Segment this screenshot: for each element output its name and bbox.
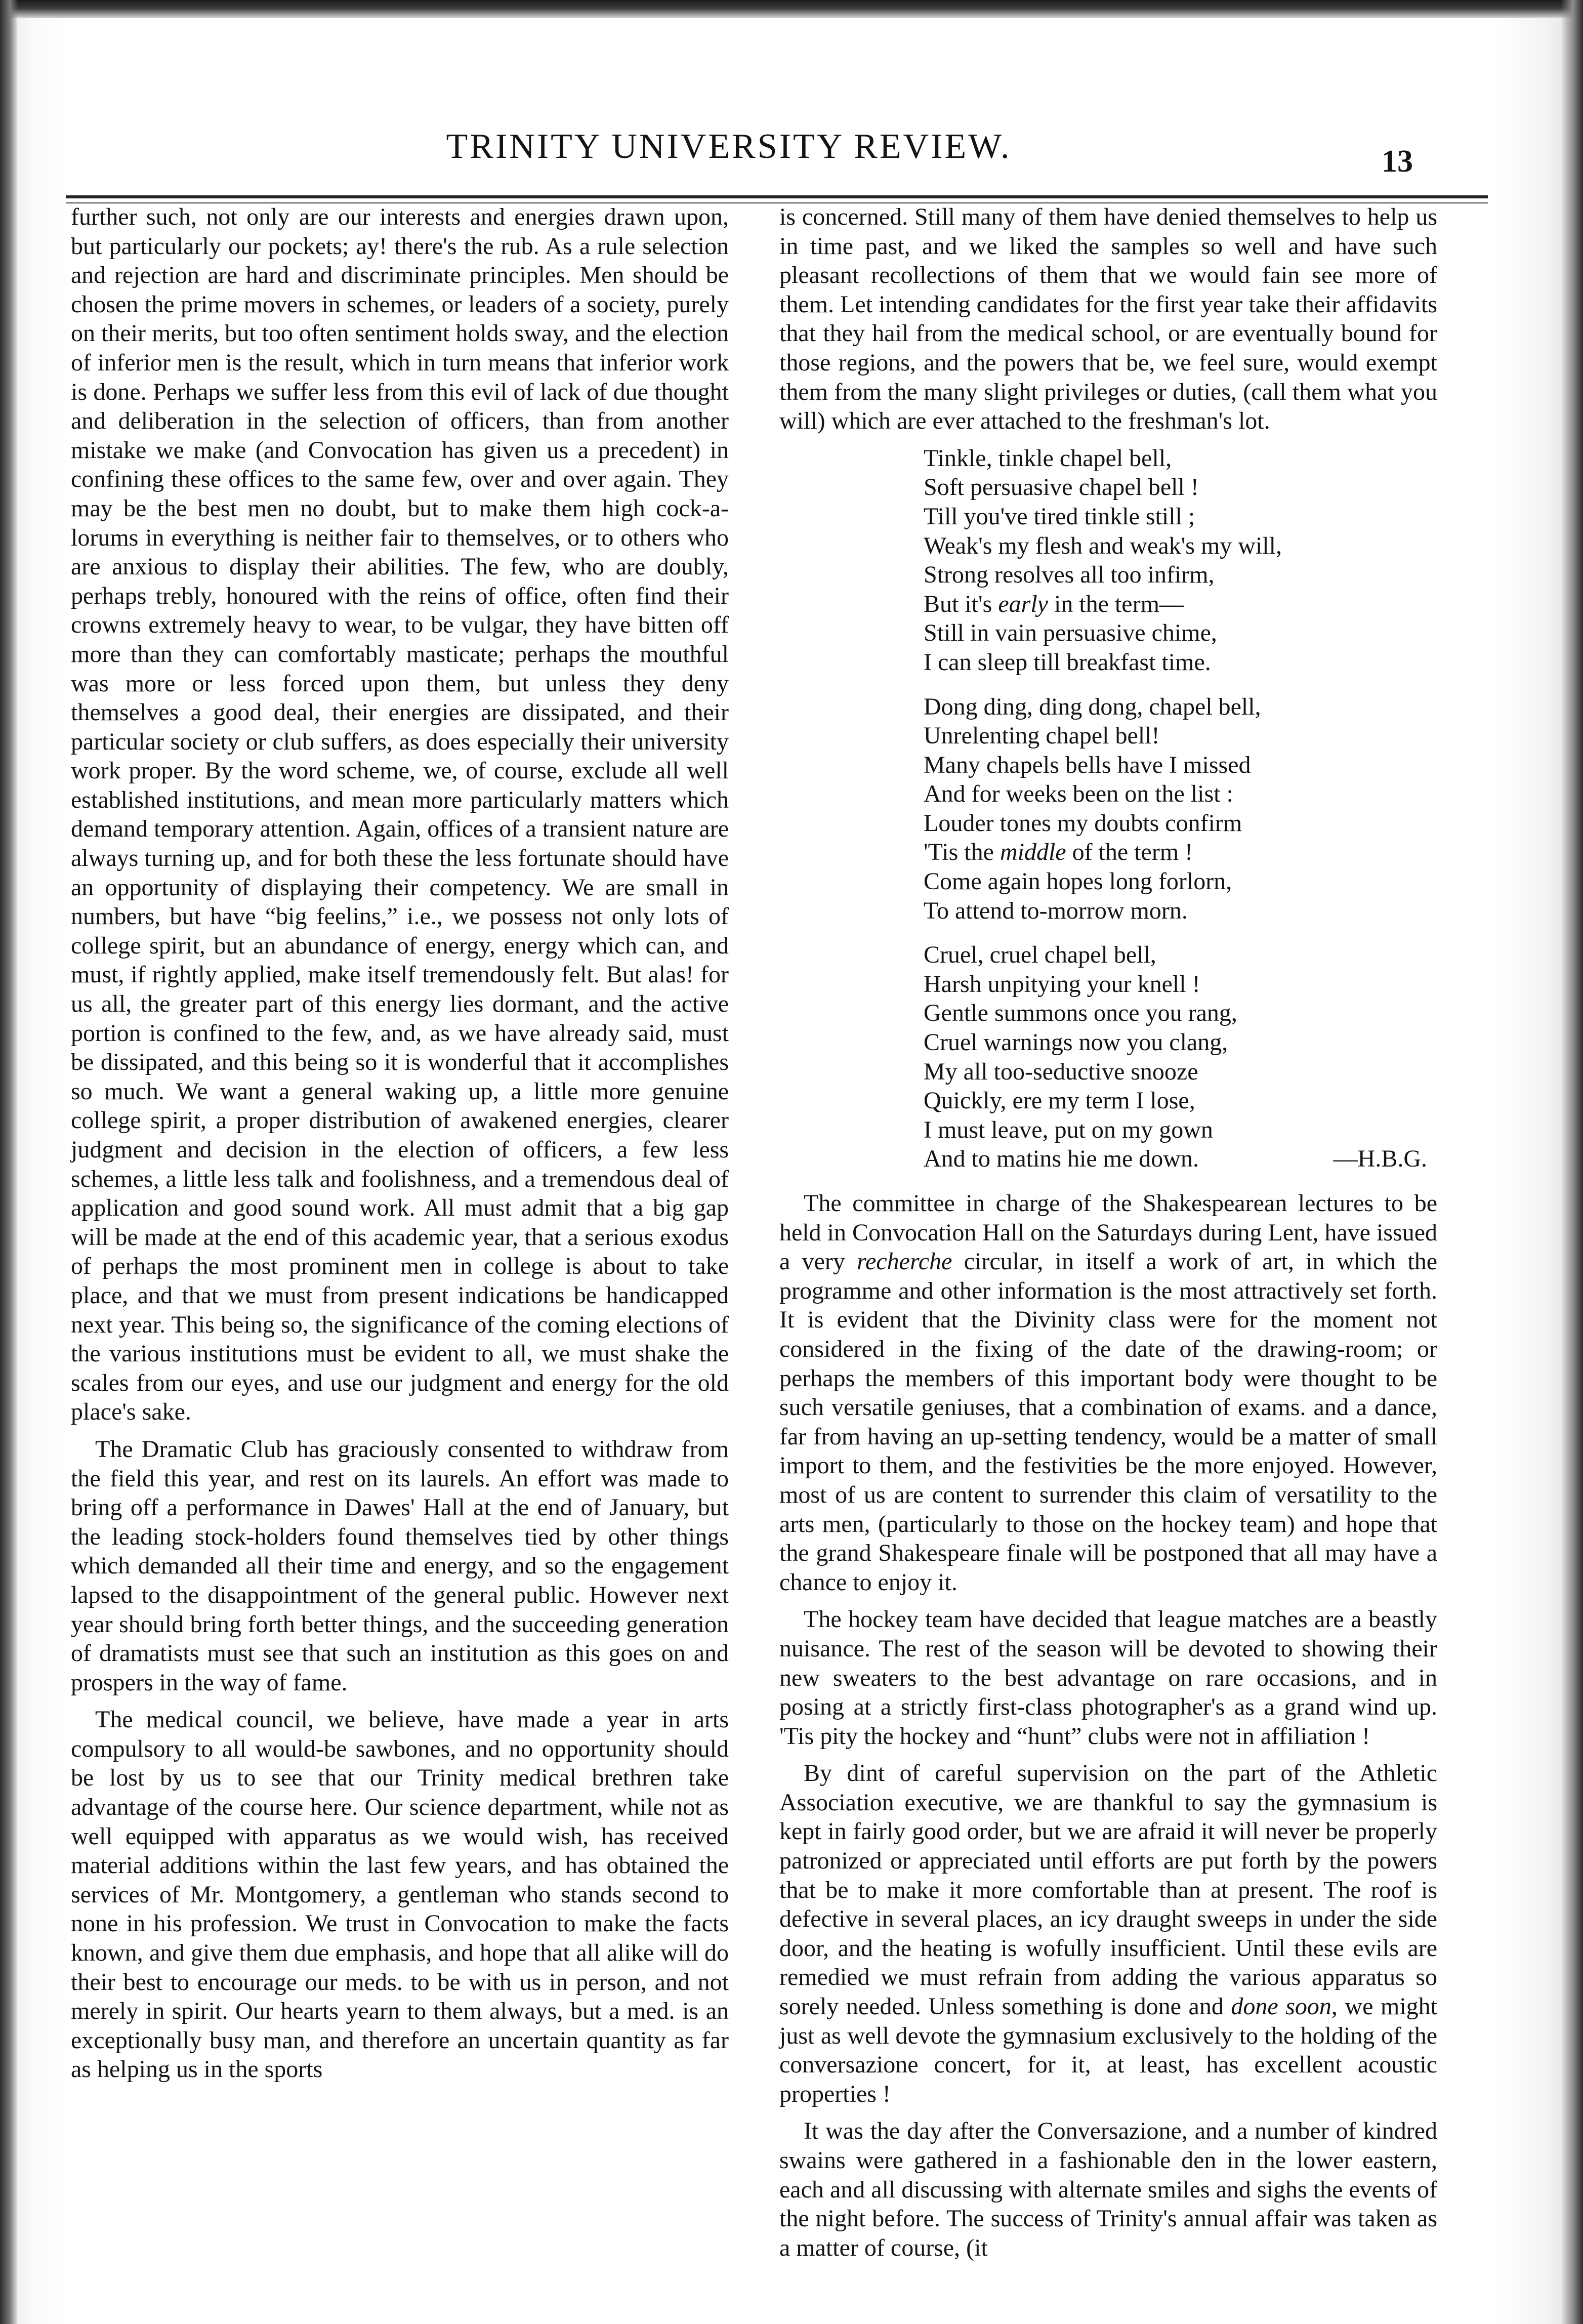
paragraph-text: , we might just as well devote the gymnasium exclusively to the holding of the conversazione concert, for it, at least, has excellent acoustic properties ! <box>779 1993 1438 2107</box>
paragraph-medical-council: The medical council, we believe, have made a year in arts compulsory to all would-be sawbones, and no opportunity should be lost by us to see that our Trinity medical brethren take advantage of the course here. Our science department, while not as well equipped with apparatus as we would wish, has received material additions within the last few years, and has obtained the services of Mr. Montgomery, a gentleman who stands second to none in his profession. We trust in Convocation to make the facts known, and give them due emphasis, and hope that all alike will do their best to encourage our meds. to be with us in person, and not merely in spirit. Our hearts yearn to them always, but a med. is an exceptionally busy man, and therefore an uncertain quantity as far as helping us in the sports <box>71 1706 729 2083</box>
paragraph-medical-continued: is concerned. Still many of them have denied themselves to help us in time past, and we liked the samples so well and have such pleasant recollections of them that we would fain see more of them. Let intending candidates for the first year take their affidavits that they hail from the medical school, or are eventually bound for those regions, and the powers that be, we feel sure, would exempt them from the many slight privileges or duties, (call them what you will) which are ever attached to the freshman's lot. <box>779 203 1437 435</box>
poem-line: Cruel warnings now you clang, <box>924 1029 1228 1056</box>
poem-line: Till you've tired tinkle still ; <box>924 503 1195 530</box>
poem-last-line <box>924 1144 1437 1174</box>
poem-line: Harsh unpitying your knell ! <box>924 970 1200 998</box>
left-column <box>71 202 729 2084</box>
poem-line: Weak's my flesh and weak's my will, <box>924 532 1282 559</box>
paragraph-gymnasium <box>779 1759 1437 2108</box>
page-number: 13 <box>1382 144 1413 179</box>
poem-line: Dong ding, ding dong, chapel bell, <box>924 693 1261 720</box>
scan-edge-right <box>1561 0 1583 2324</box>
poem-line: Louder tones my doubts confirm <box>924 809 1242 837</box>
publication-title: TRINITY UNIVERSITY REVIEW. <box>446 127 1012 166</box>
poem-line <box>924 590 1437 619</box>
poem-line: Tinkle, tinkle chapel bell, <box>924 444 1172 472</box>
paragraph-italic: recherche <box>857 1248 952 1275</box>
poem-line: Come again hopes long forlorn, <box>924 868 1232 895</box>
poem-text: of the term ! <box>1066 839 1193 866</box>
masthead <box>0 127 1583 192</box>
right-column <box>779 202 1437 2262</box>
poem-italic: middle <box>999 839 1066 866</box>
poem-stanza-1 <box>924 444 1437 677</box>
poem-line: Unrelenting chapel bell! <box>924 722 1160 750</box>
paragraph-conversazione: It was the day after the Conversazione, and a number of kindred swains were gathered in a fashionable den in the lower eastern, each and all discussing with alternate smiles and sighs the events of the night before. The success of Trinity's annual affair was taken as a matter of course, (it <box>779 2118 1437 2261</box>
poem-line: Gentle summons once you rang, <box>924 1000 1237 1027</box>
header-rule-thick <box>66 195 1488 198</box>
scan-edge-top <box>0 0 1583 18</box>
poem-line: Still in vain persuasive chime, <box>924 619 1217 647</box>
paragraph-text: The committee in charge of the Shakespearean lectures to be held in Convocation Hall on the Saturdays during Lent, have issued a very <box>779 1190 1437 1275</box>
poem-chapel-bell <box>779 444 1437 1174</box>
poem-line: I must leave, put on my gown <box>924 1116 1213 1143</box>
poem-line: To attend to-morrow morn. <box>924 897 1188 924</box>
paragraph-leadership: further such, not only are our interests and energies drawn upon, but particularly our pockets; ay! there's the rub. As a rule selection and rejection are hard and discriminate principles. Men should be chosen the prime movers in schemes, or leaders of a society, purely on their merits, but too often sentiment holds sway, and the election of inferior men is the result, which in turn means that inferior work is done. Perhaps we suffer less from this evil of lack of due thought and deliberation in the selection of officers, than from another mistake we make (and Convocation has given us a precedent) in confining these offices to the same few, over and over again. They may be the best men no doubt, but to make them high cock-a-lorums in everything is neither fair to themselves, or to others who are anxious to display their abilities. The few, who are doubly, perhaps trebly, honoured with the reins of office, often find their crowns extremely heavy to wear, to be vulgar, they have bitten off more than they can comfortably masticate; perhaps the mouthful was more or less forced upon them, but unless they deny themselves a good deal, their energies are dissipated, and their particular society or club suffers, as does especially their university work proper. By the word scheme, we, of course, exclude all well established institutions, and mean more particularly matters which demand temporary attention. Again, offices of a transient nature are always turning up, and for both these the less fortunate should have an opportunity of displaying their competency. We are small in numbers, but have “big feelins,” i.e., we possess not only lots of college spirit, but an abundance of energy, energy which can, and must, if rightly applied, make itself tremendously felt. But alas! for us all, the greater part of this energy lies dormant, and the active portion is confined to the few, and, as we have already said, must be dissipated, and this being so it is wonderful that it accomplishes so much. We want a general waking up, a little more genuine college spirit, a proper distribution of awakened energies, clearer judgment and decision in the election of officers, a few less schemes, a little less talk and foolishness, and a tremendous deal of application and good sound work. All must admit that a big gap will be made at the end of this academic year, that a serious exodus of perhaps the most prominent men in college is about to take place, and that we must from present indications be handicapped next year. This being so, the significance of the coming elections of the various institutions must be evident to all, we must shake the scales from our eyes, and use our judgment and energy for the old place's sake. <box>71 203 729 1426</box>
poem-line: Soft persuasive chapel bell ! <box>924 474 1199 501</box>
paragraph-dramatic-club: The Dramatic Club has graciously consented to withdraw from the field this year, and rest on its laurels. An effort was made to bring off a performance in Dawes' Hall at the end of January, but the leading stock-holders found themselves tied by other things which demanded all their time and energy, and so the engagement lapsed to the disappointment of the general public. However next year should bring forth better things, and the succeeding generation of dramatists must see that such an institution as this goes on and prospers in the way of fame. <box>71 1435 729 1696</box>
poem-signature: —H.B.G. <box>1333 1145 1427 1173</box>
paragraph-italic: done soon <box>1231 1993 1331 2020</box>
paragraph-text: By dint of careful supervision on the part of the Athletic Association executive, we are thankful to say the gymnasium is kept in fairly good order, but we are afraid it will never be properly patronized or appreciated until efforts are put forth by the powers that be to make it more comfortable than at present. The roof is defective in several places, an icy draught sweeps in under the side door, and the heating is wofully insufficient. Until these evils are remedied we must refrain from adding the various apparatus so sorely needed. Unless something is done and <box>779 1760 1437 2020</box>
scan-edge-left <box>0 0 18 2324</box>
poem-stanza-3 <box>924 940 1437 1174</box>
poem-stanza-2 <box>924 692 1437 926</box>
poem-line: Many chapels bells have I missed <box>924 751 1251 778</box>
poem-line: Quickly, ere my term I lose, <box>924 1087 1195 1114</box>
poem-text: in the term— <box>1048 590 1184 617</box>
poem-line: Strong resolves all too infirm, <box>924 561 1215 589</box>
poem-line: Cruel, cruel chapel bell, <box>924 941 1156 969</box>
poem-text: 'Tis the <box>924 839 1000 866</box>
poem-line: I can sleep till breakfast time. <box>924 648 1211 676</box>
paragraph-text: circular, in itself a work of art, in which the programme and other information is the most attractively set forth. It is evident that the Divinity class were for the moment not considered in the fixing of the date of the drawing-room; or perhaps the members of this important body were thought to be such versatile geniuses, that a combination of exams. and a dance, far from having an up-setting tendency, would be a matter of small import to them, and the festivities be the more enjoyed. However, most of us are content to surrender this claim of versatility to the arts men, (particularly to those on the hockey team) and hope that the grand Shakespeare finale will be postponed that all may have a chance to enjoy it. <box>779 1248 1437 1596</box>
poem-line: And for weeks been on the list : <box>924 780 1233 808</box>
poem-line <box>924 838 1437 867</box>
poem-text: But it's <box>924 590 998 617</box>
poem-italic: early <box>998 590 1048 617</box>
paragraph-hockey-team: The hockey team have decided that league matches are a beastly nuisance. The rest of the season will be devoted to showing their new sweaters to the best advantage on rare occasions, and in posing at a strictly first-class photographer's as a grand wind up. 'Tis pity the hockey and “hunt” clubs were not in affiliation ! <box>779 1606 1437 1750</box>
poem-line: My all too-seductive snooze <box>924 1058 1198 1085</box>
paragraph-shakespeare-lectures <box>779 1189 1437 1597</box>
poem-text: And to matins hie me down. <box>924 1145 1199 1173</box>
